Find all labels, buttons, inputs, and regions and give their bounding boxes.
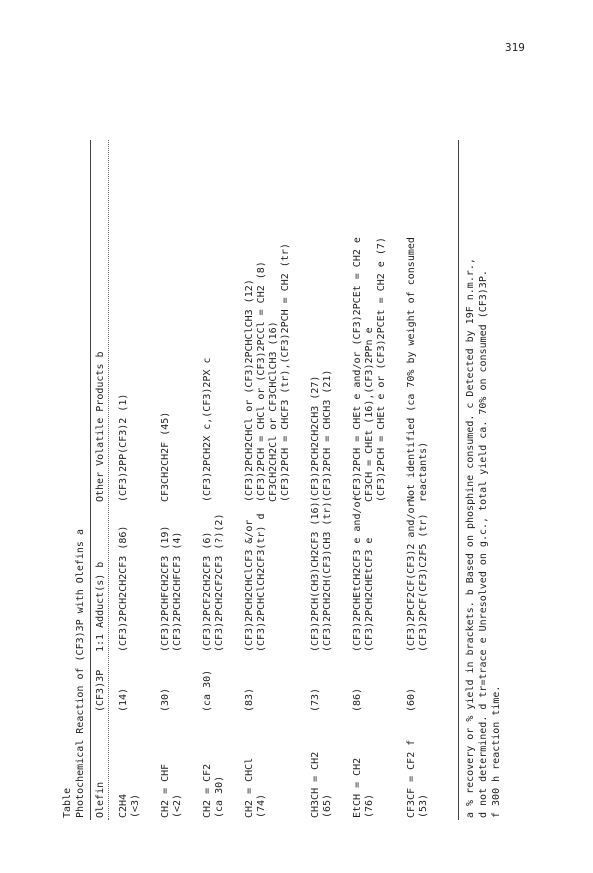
page-number: 319 xyxy=(505,41,525,54)
cell-adducts xyxy=(352,495,376,652)
cell-line: CF3CF = CF2 f xyxy=(406,739,417,818)
cell-others xyxy=(244,122,292,502)
cell-line: CH2 = CHCl xyxy=(244,757,255,818)
cell-line: (CF3)2PCH = CHCH3 (21) xyxy=(322,369,333,502)
cell-others xyxy=(406,122,430,502)
cell-phosphine xyxy=(202,662,214,712)
cell-line: (CF3)2PCH2CH2CF3 (86) xyxy=(118,525,129,652)
cell-line: reactants) xyxy=(418,441,429,502)
cell-line: (CF3)2PCH(CH3)CH2CF3 (16) xyxy=(310,501,321,652)
cell-line: (CF3)2PP(CF3)2 (1) xyxy=(118,393,129,502)
table-rule-header xyxy=(108,140,109,820)
cell-line: EtCH = CH2 xyxy=(352,757,363,818)
cell-line: (65) xyxy=(322,793,333,818)
footnote: d not determined. d tr=trace e Unresolved on g.c., total yield ca. 70% on consumed (CF3)3P. xyxy=(478,270,489,818)
cell-line: (CF3)2PCF(CF3)C2F5 (tr) xyxy=(418,513,429,652)
cell-line: (86) xyxy=(352,687,363,712)
cell-olefin xyxy=(244,718,268,818)
cell-adducts xyxy=(118,502,130,652)
cell-line: (83) xyxy=(244,687,255,712)
footnote: a % recovery or % yield in brackets. b Based on phosphine consumed. c Detected by 19F n.m.r., xyxy=(465,258,476,818)
cell-line: CH2 = CHF xyxy=(160,763,171,818)
cell-line: (CF3)2PCH2CHFCF3 (4) xyxy=(172,531,183,652)
cell-line: (74) xyxy=(256,793,267,818)
cell-line: (53) xyxy=(418,793,429,818)
header-phosphine: (CF3)3P xyxy=(95,669,106,712)
cell-line: (CF3)2PCF2CF(CF3)2 and/or xyxy=(406,501,417,652)
cell-line: (CF3)2PCH = CHEt e and/or (CF3)2PCEt = CH2 e xyxy=(352,237,363,502)
cell-line: CH2 = CF2 xyxy=(202,763,213,818)
cell-adducts xyxy=(406,502,430,652)
cell-others xyxy=(118,122,130,502)
cell-phosphine xyxy=(406,662,418,712)
cell-line: (60) xyxy=(406,687,417,712)
cell-phosphine xyxy=(160,662,172,712)
cell-others xyxy=(202,122,214,502)
cell-line: (<2) xyxy=(172,793,183,818)
cell-adducts xyxy=(244,502,268,652)
cell-line: (CF3)2PCF2CH2CF3 (6) xyxy=(202,531,213,652)
cell-line: CF3CH = CHEt (16),(CF3)2PPn e xyxy=(364,327,375,502)
cell-line: (CF3)2PCH2CHCl or (CF3)2PCHClCH3 (12) xyxy=(244,279,255,502)
cell-phosphine xyxy=(310,662,322,712)
cell-line: (ca 30) xyxy=(214,775,225,818)
cell-line: CF3CH2CH2Cl or CF3CHClCH3 (16) xyxy=(268,321,279,502)
cell-line: C2H4 xyxy=(118,793,129,818)
table-label: Table xyxy=(62,787,73,818)
footnote: f 300 h reaction time. xyxy=(491,685,502,818)
header-adducts: 1:1 Adduct(s) b xyxy=(95,561,106,652)
cell-line: (CF3)2PCHEtCH2CF3 e and/or xyxy=(352,495,363,652)
cell-line: (CF3)2PCH2CH2CH3 (27) xyxy=(310,375,321,502)
cell-line: (30) xyxy=(160,687,171,712)
table-rule-bottom xyxy=(458,140,459,820)
cell-others xyxy=(352,122,388,502)
cell-olefin xyxy=(352,718,376,818)
cell-line: (CF3)2PCHFCH2CF3 (19) xyxy=(160,525,171,652)
rotated-table xyxy=(60,120,520,820)
cell-line: CH3CH = CH2 xyxy=(310,751,321,818)
cell-phosphine xyxy=(118,662,130,712)
header-other-products: Other Volatile Products b xyxy=(95,351,106,502)
cell-line: (14) xyxy=(118,687,129,712)
cell-adducts xyxy=(202,502,226,652)
cell-adducts xyxy=(310,502,334,652)
cell-line: Not identified (ca 70% by weight of consumed xyxy=(406,237,417,502)
cell-line: (CF3)2PCH = CHCl or (CF3)2PCCl = CH2 (8) xyxy=(256,261,267,502)
cell-olefin xyxy=(202,718,226,818)
cell-line: (CF3)2PCH2CHEtCF3 e xyxy=(364,537,375,652)
cell-olefin xyxy=(406,718,430,818)
cell-line: CF3CH2CH2F (45) xyxy=(160,411,171,502)
cell-line: (76) xyxy=(364,793,375,818)
cell-line: (<3) xyxy=(130,793,141,818)
cell-adducts xyxy=(160,502,184,652)
table-caption: Photochemical Reaction of (CF3)3P with Olefins a xyxy=(75,529,86,818)
cell-line: (CF3)2PCH2CF2CF3 (?)(2) xyxy=(214,513,225,652)
cell-olefin xyxy=(160,718,184,818)
cell-line: (CF3)2PCH2X c,(CF3)2PX c xyxy=(202,357,213,502)
header-olefin: Olefin xyxy=(95,781,106,818)
cell-line: (CF3)2PCHClCH2CF3(tr) d xyxy=(256,513,267,652)
cell-others xyxy=(160,122,172,502)
cell-olefin xyxy=(118,718,142,818)
cell-line: (CF3)2PCH = CHCF3 (tr),(CF3)2PCH = CH2 (tr) xyxy=(280,243,291,502)
cell-phosphine xyxy=(352,662,364,712)
cell-others xyxy=(310,122,334,502)
cell-line: (73) xyxy=(310,687,321,712)
table-rule-top xyxy=(90,140,91,820)
cell-line: (CF3)2PCH2CH(CF3)CH3 (tr) xyxy=(322,501,333,652)
cell-phosphine xyxy=(244,662,256,712)
cell-line: (CF3)2PCH2CHClCF3 &/or xyxy=(244,519,255,652)
cell-line: (ca 30) xyxy=(202,669,213,712)
cell-line: (CF3)2PCH = CHEt e or (CF3)2PCEt = CH2 e (7) xyxy=(376,237,387,502)
cell-olefin xyxy=(310,718,334,818)
